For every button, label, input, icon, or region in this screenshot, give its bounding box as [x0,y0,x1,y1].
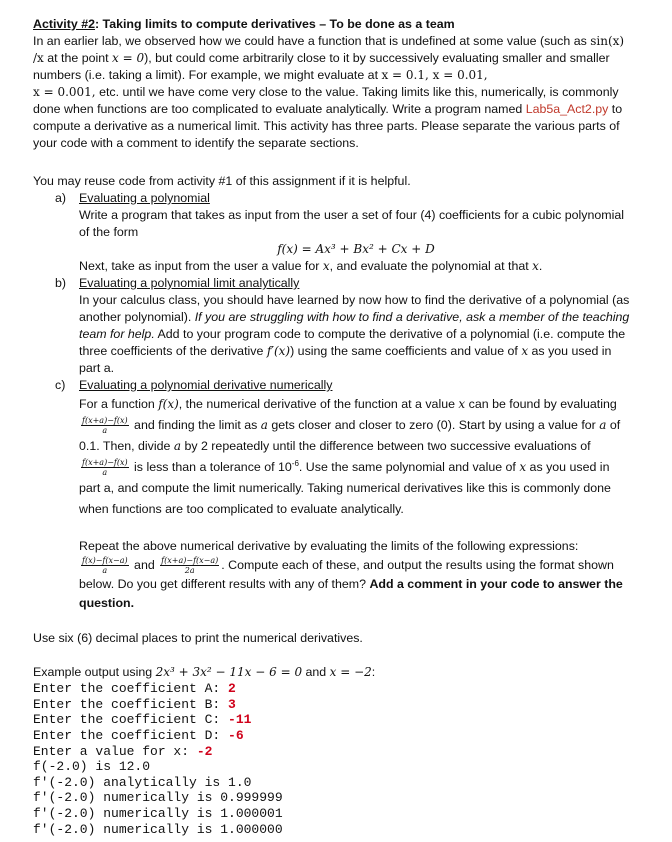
fraction-forward: $\frac{f(x+a)-f(x)}{a}$ [82,416,128,436]
part-c-text: For a function f(x), the numerical derivative of the function at a value x can be found by evaluating $\frac{f(x+a)-f(x)}{a}$ and finding the limit as a gets closer and closer to zero (0). Start by using a value for a of 0.1. Then, divide a by 2 repeatedly until the difference between two successive evaluations of $\frac{f(x+a)-f(x)}{a}$ is less than a tolerance of $10^{-6}$. Use the same polynomial and value of x as you used in part a, and compute the limit numerically. Taking numerical derivatives like this is commonly done when functions are too complicated to evaluate analytically. [79,397,621,516]
reuse-note: You may reuse code from activity #1 of this assignment if it is helpful. [33,174,411,188]
part-c-heading: Evaluating a polynomial derivative numerically [79,378,333,392]
example-lead: Example output using 2x³ + 3x² − 11x − 6 = 0 and x = −2: [33,665,376,680]
input-line: Enter the coefficient A: 2 [33,681,236,697]
part-a-heading: Evaluating a polynomial [79,191,210,205]
input-line: Enter the coefficient B: 3 [33,696,236,712]
activity-title: Activity #2: Taking limits to compute derivatives – To be done as a team [33,17,455,31]
part-c-repeat: Repeat the above numerical derivative by evaluating the limits of the following expressions: $\frac{f(x)-f(x-a)}{a}$ and $\frac{f(x+a)-f(x-a)}{2a}$ . Compute each of these, and output the results using the format shown below. Do you get different results with any of them? Add a comment in your code to answer the question. [79,539,623,611]
output-line: f(-2.0) is 12.0 [33,759,151,775]
part-c: c) Evaluating a polynomial derivative numerically For a function f(x), the numerical derivative of the function at a value x can be found by evaluating $\frac{f(x+a)-f(x)}{a}$ and finding the limit as a gets closer and closer to zero (0). Start by using a value for a of 0.1. Then, divide a by 2 repeatedly until the difference between two successive evaluations of $\frac{f(x+a)-f(x)}{a}$ is less than a tolerance of $10^{-6}$. Use the same polynomial and value of x as you used in part a, and compute the limit numerically. Taking numerical derivatives like this is commonly done when functions are too complicated to evaluate analytically. Repeat the above numerical derivative by evaluating the limits of the following expressions: $\frac{f(x)-f(x-a)}{a}$ and $\frac{f(x+a)-f(x-a)}{2a}$ . Compute each of these, and output the results using the format shown below. Do you get different results with any of them? Add a comment in your code to answer the question. [33,377,633,613]
input-line: Enter a value for x: -2 [33,743,213,759]
output-line: f'(-2.0) analytically is 1.0 [33,774,252,790]
output-line: f'(-2.0) numerically is 1.000000 [33,821,283,837]
part-b: b) Evaluating a polynomial limit analytically In your calculus class, you should have learned by now how to find the derivative of a polynomial (as another polynomial). If you are struggling with how to find a derivative, ask a member of the teaching team for help. Add to your program code to compute the derivative of a polynomial (i.e. compute the three coefficients of the derivative f′(x)) using the same coefficients and value of x as you used in part a. [33,275,633,377]
part-a: a) Evaluating a polynomial Write a program that takes as input from the user a set of four (4) coefficients for a cubic polynomial of the form f(x) = Ax³ + Bx² + Cx + D Next, take as input from the user a value for x, and evaluate the polynomial at that x. [33,190,633,275]
cubic-equation: f(x) = Ax³ + Bx² + Cx + D [277,242,435,256]
example-output [33,681,633,837]
input-line: Enter the coefficient C: -11 [33,712,252,728]
input-line: Enter the coefficient D: -6 [33,728,244,743]
output-line: f'(-2.0) numerically is 0.999999 [33,790,283,806]
fraction-backward: $\frac{f(x)-f(x-a)}{a}$ [82,556,128,576]
part-a-text: Write a program that takes as input from the user a set of four (4) coefficients for a cubic polynomial of the form [79,208,624,239]
fraction-central: $\frac{f(x+a)-f(x-a)}{2a}$ [161,556,219,576]
document-page [33,16,633,837]
decimal-places-note: Use six (6) decimal places to print the numerical derivatives. [33,631,363,646]
output-line: f'(-2.0) numerically is 1.000001 [33,805,283,821]
filename: Lab5a_Act2.py [525,102,609,116]
part-a-text2: Next, take as input from the user a value for x, and evaluate the polynomial at that x. [79,259,543,273]
part-b-text: In your calculus class, you should have learned by now how to find the derivative of a polynomial (as another polynomial). If you are struggling with how to find a derivative, ask a member of the teaching team for help. Add to your program code to compute the derivative of a polynomial (i.e. compute the three coefficients of the derivative f′(x)) using the same coefficients and value of x as you used in part a. [79,293,630,375]
part-b-heading: Evaluating a polynomial limit analytically [79,276,300,290]
intro-paragraph: In an earlier lab, we observed how we could have a function that is undefined at some value (such as sin(x) /x at the point x = 0), but could come arbitrarily close to it by successively evaluating smaller and smaller numbers (i.e. taking a limit). For example, we might evaluate at x = 0.1, x = 0.01, x = 0.001, etc. until we have come very close to the value. Taking limits like this, numerically, is commonly done when functions are too complicated to evaluate analytically. Write a program named Lab5a_Act2.py to compute a derivative as a numerical limit. This activity has three parts. Please separate the various parts of your code with a comment to identify the separate sections. [33,34,625,150]
fraction-forward-2: $\frac{f(x+a)-f(x)}{a}$ [82,458,128,478]
